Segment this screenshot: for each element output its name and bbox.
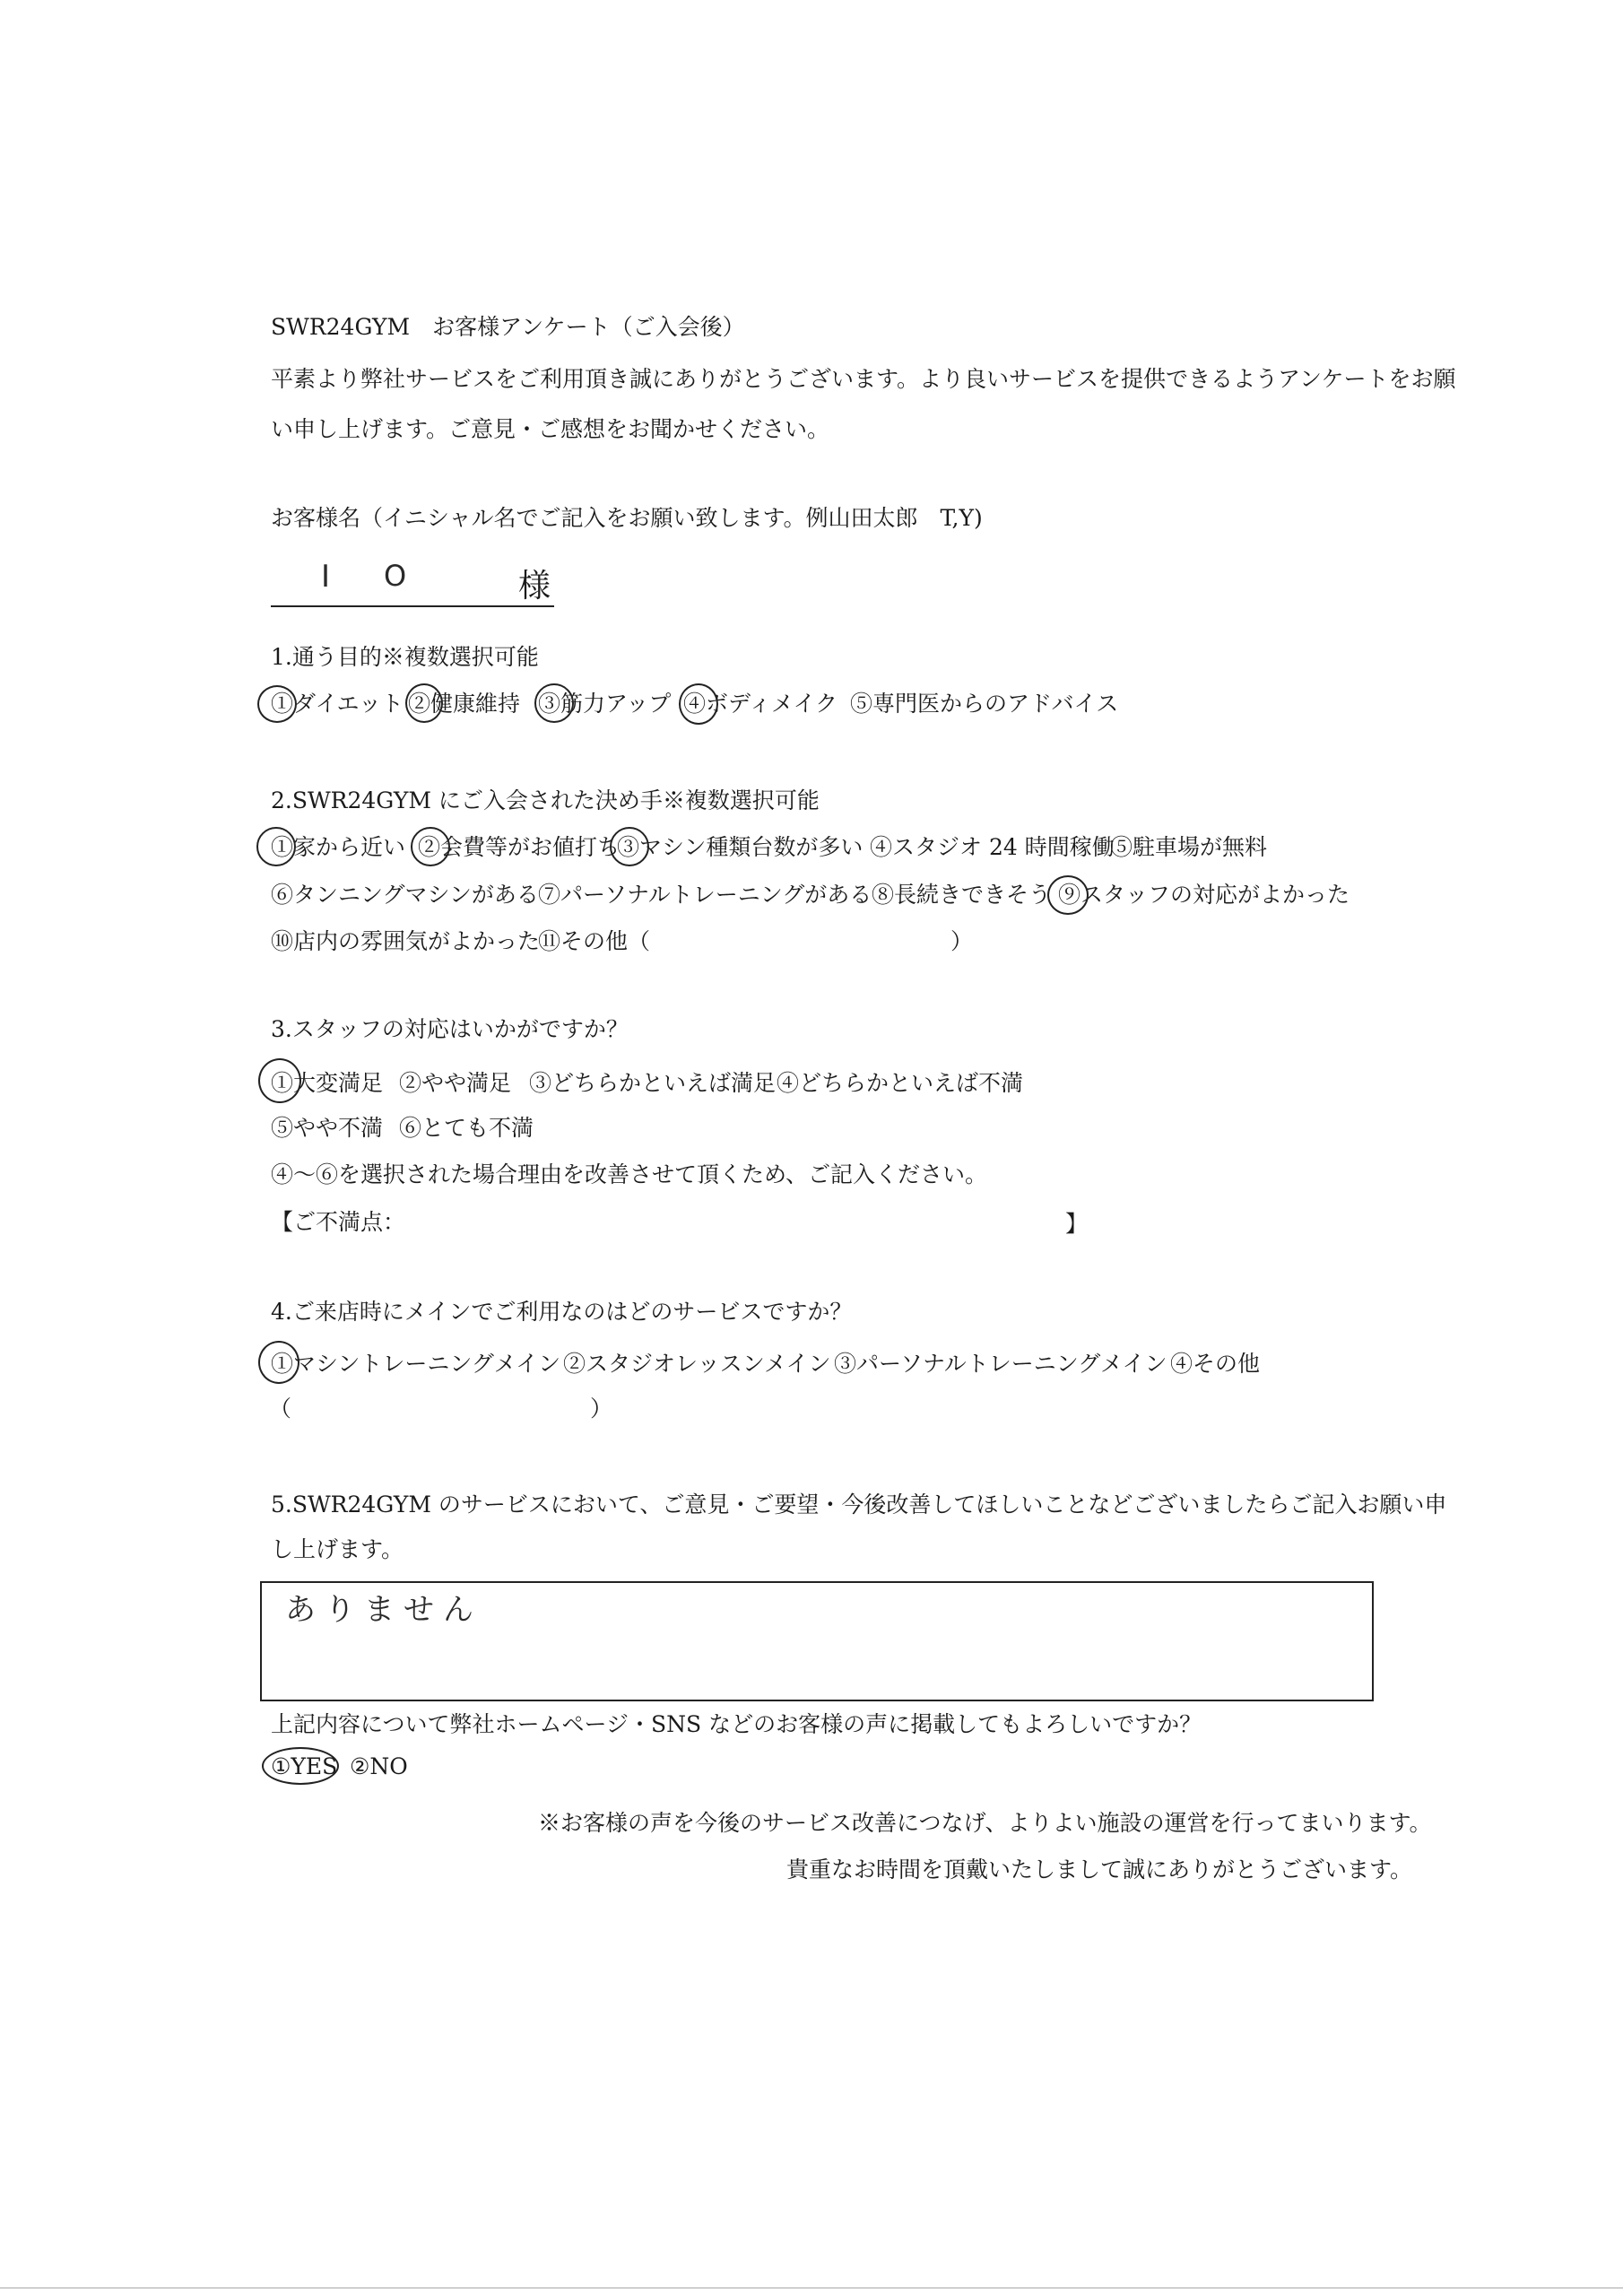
name-underline [271,605,554,607]
q5-heading-line-1: 5.SWR24GYM のサービスにおいて、ご意見・ご要望・今後改善してほしいことなどございましたらご記入お願い申 [271,1492,1447,1518]
q2-option-1-circle [256,827,296,866]
q1-heading: 1.通う目的※複数選択可能 [271,644,539,670]
q2-option-2-circle [411,827,450,866]
q2-option-1[interactable]: ①家から近い [271,834,406,860]
intro-line-1: 平素より弊社サービスをご利用頂き誠にありがとうございます。より良いサービスを提供できるようアンケートをお願 [271,366,1456,392]
q1-option-2[interactable]: ②健康維持 [408,691,521,717]
q3-heading: 3.スタッフの対応はいかがですか？ [271,1016,629,1042]
q3-option-2[interactable]: ②やや満足 [399,1070,512,1096]
q2-option-5[interactable]: ⑤駐車場が無料 [1110,834,1268,860]
q1-option-4-circle [679,683,718,725]
q4-option-4[interactable]: ④その他 [1170,1351,1261,1377]
q1-option-2-circle [405,683,443,723]
q2-option-6[interactable]: ⑥タンニングマシンがある [271,882,539,908]
q4-option-1-circle [258,1341,299,1384]
q4-option-2[interactable]: ②スタジオレッスンメイン [563,1351,831,1377]
q2-option-4[interactable]: ④スタジオ 24 時間稼働 [870,834,1115,860]
name-initial-1: I [321,559,331,595]
q1-option-1-circle [257,685,297,723]
q2-option-9[interactable]: ⑨スタッフの対応がよかった [1058,882,1350,908]
q3-option-6[interactable]: ⑥とても不満 [399,1115,534,1141]
q1-option-1[interactable]: ①ダイエット [271,691,404,717]
publish-option-yes[interactable]: ①YES [271,1753,338,1779]
q3-option-1-circle [258,1058,301,1103]
q5-answer-text: ありません [285,1592,482,1628]
q3-complaint-close: 】 [1065,1211,1089,1237]
q2-option-7[interactable]: ⑦パーソナルトレーニングがある [538,882,872,908]
name-label: お客様名（イニシャル名でご記入をお願い致します。例山田太郎 T,Y) [271,505,983,531]
q2-option-2[interactable]: ②会費等がお値打ち [418,834,621,860]
q5-heading-line-2: し上げます。 [271,1536,404,1562]
q2-option-3-circle [610,827,649,866]
intro-line-2: い申し上げます。ご意見・ご感想をお聞かせください。 [271,416,830,442]
q4-heading: 4.ご来店時にメインでご利用なのはどのサービスですか？ [271,1299,853,1325]
q3-note: ④〜⑥を選択された場合理由を改善させて頂くため、ご記入ください。 [271,1161,988,1187]
q2-option-11[interactable]: ⑪その他（ [538,928,651,954]
q2-option-3[interactable]: ③マシン種類台数が多い [617,834,864,860]
q4-option-1[interactable]: ①マシントレーニングメイン [271,1351,561,1377]
publish-question: 上記内容について弊社ホームページ・SNS などのお客様の声に掲載してもよろしいですか？ [271,1711,1202,1737]
scan-page-edge [0,2287,1623,2289]
q3-option-1[interactable]: ①大変満足 [271,1070,384,1096]
q2-option-10[interactable]: ⑩店内の雰囲気がよかった [271,928,541,954]
q2-heading: 2.SWR24GYM にご入会された決め手※複数選択可能 [271,787,820,813]
q1-option-4[interactable]: ④ボディメイク [683,691,838,717]
q4-other-open-paren: （ [269,1396,292,1422]
q3-option-4[interactable]: ④どちらかといえば不満 [777,1070,1024,1096]
q1-option-3[interactable]: ③筋力アップ [538,691,672,717]
publish-option-no[interactable]: ②NO [350,1753,408,1779]
name-initial-2: O [384,559,407,593]
footer-line-2: 貴重なお時間を頂戴いたしまして誠にありがとうございます。 [786,1857,1413,1883]
q4-other-close-paren: ） [590,1396,613,1422]
name-honorific: 様 [518,568,551,604]
q1-option-3-circle [534,683,574,723]
q2-option-8[interactable]: ⑧長続きできそう [872,882,1052,908]
footer-line-1: ※お客様の声を今後のサービス改善につなげ、よりよい施設の運営を行ってまいります。 [538,1810,1432,1836]
survey-title: SWR24GYM お客様アンケート（ご入会後） [271,314,745,340]
q3-option-3[interactable]: ③どちらかといえば満足 [529,1070,777,1096]
q3-complaint-label: 【ご不満点： [271,1209,406,1235]
q1-option-5[interactable]: ⑤専門医からのアドバイス [850,691,1119,717]
q4-option-3[interactable]: ③パーソナルトレーニングメイン [834,1351,1167,1377]
q2-option-9-circle [1047,875,1089,915]
publish-option-yes-circle [262,1747,339,1785]
q2-other-close-paren: ） [950,928,974,954]
q3-option-5[interactable]: ⑤やや不満 [271,1115,384,1141]
